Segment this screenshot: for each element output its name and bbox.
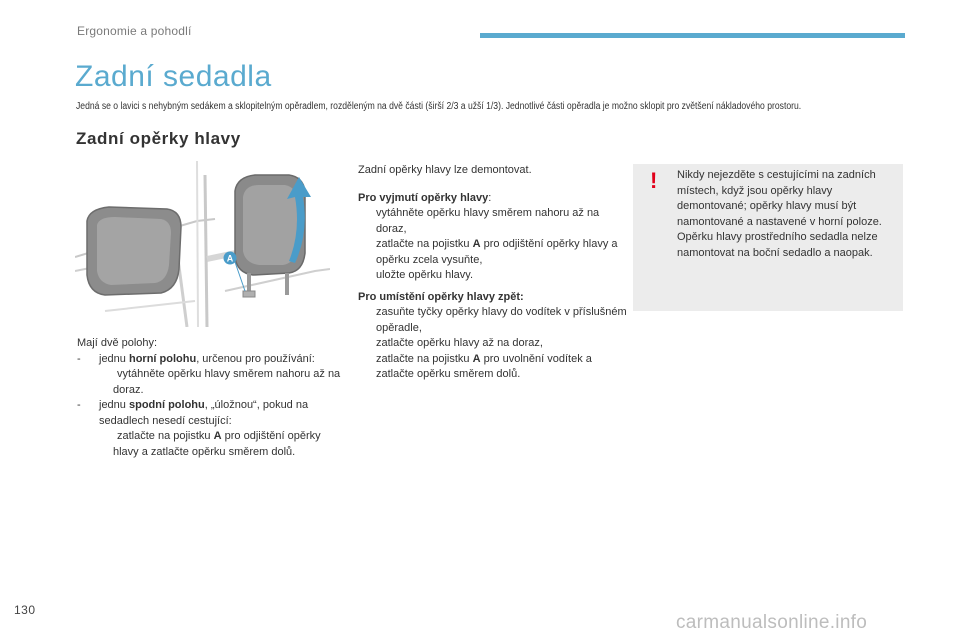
positions-intro: Mají dvě polohy: bbox=[77, 337, 158, 349]
page-number: 130 bbox=[14, 603, 36, 617]
latch-a-label: A bbox=[226, 253, 234, 264]
intro-paragraph: Jedná se o lavici s nehybným sedákem a sklopitelným opěradlem, rozděleným na dvě části (širší 2/3 a užší 1/3). Jednotlivé části opěradla je možno sklopit pro zvětšení nákladového prostoru. bbox=[76, 101, 802, 112]
warning-text-1: Nikdy nejezděte s cestujícími na zadních místech, když jsou opěrky hlavy demontované; opěrky hlavy musí být namontované a nastavené v horní poloze. bbox=[677, 169, 882, 228]
position-lower-instruction: zatlačte na pojistku A pro odjištění opěrky hlavy a zatlačte opěrku směrem dolů. bbox=[113, 430, 321, 458]
removal-text bbox=[358, 163, 628, 383]
positions-text bbox=[77, 336, 347, 460]
page-title: Zadní sedadla bbox=[75, 60, 272, 93]
refit-heading: Pro umístění opěrky hlavy zpět: bbox=[358, 290, 524, 303]
refit-step-3: zatlačte na pojistku A pro uvolnění vodítek a zatlačte opěrku směrem dolů. bbox=[376, 352, 592, 380]
refit-step-2: zatlačte opěrku hlavy až na doraz, bbox=[376, 337, 543, 349]
warning-icon: ! bbox=[650, 168, 658, 193]
remove-step-3: uložte opěrku hlavy. bbox=[376, 269, 474, 281]
warning-text bbox=[677, 168, 897, 261]
section-label: Ergonomie a pohodlí bbox=[77, 24, 192, 38]
remove-step-2: zatlačte na pojistku A pro odjištění opěrky hlavy a opěrku zcela vysuňte, bbox=[376, 238, 618, 266]
position-lower: - jednu spodní polohu, „úložnou“, pokud na sedadlech nesedí cestující: bbox=[77, 399, 309, 427]
position-upper-instruction: vytáhněte opěrku hlavy směrem nahoru až na doraz. bbox=[113, 368, 341, 396]
headrest-illustration bbox=[75, 161, 330, 327]
watermark: carmanualsonline.info bbox=[676, 612, 868, 633]
remove-step-1: vytáhněte opěrku hlavy směrem nahoru až na doraz, bbox=[376, 207, 600, 235]
headrest-illustration-svg bbox=[75, 161, 330, 327]
removable-note: Zadní opěrky hlavy lze demontovat. bbox=[358, 164, 532, 176]
remove-heading: Pro vyjmutí opěrky hlavy: bbox=[358, 191, 492, 204]
warning-text-2: Opěrku hlavy prostředního sedadla nelze namontovat na boční sedadlo a naopak. bbox=[677, 231, 878, 259]
header-accent-bar bbox=[480, 33, 905, 38]
position-upper: - jednu horní polohu, určenou pro používání: bbox=[77, 352, 315, 365]
section-subtitle: Zadní opěrky hlavy bbox=[76, 129, 241, 148]
refit-step-1: zasuňte tyčky opěrky hlavy do vodítek v příslušném opěradle, bbox=[376, 306, 627, 334]
